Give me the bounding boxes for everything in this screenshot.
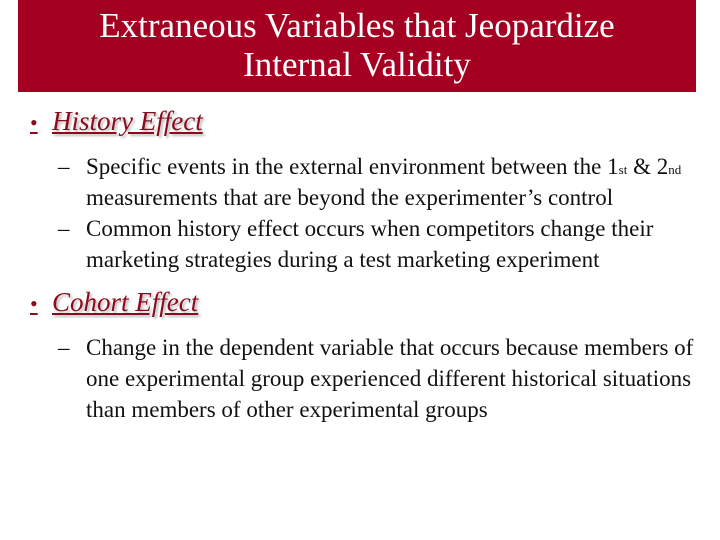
dash-icon: –: [58, 154, 70, 179]
list-item-history-1: [30, 151, 700, 213]
list-item-cohort-1: [30, 332, 700, 425]
list-item-text: Change in the dependent variable that occurs because members of one experimental group experienced different historical situations than members of other experimental groups: [86, 335, 694, 422]
bullet-icon: •: [30, 291, 38, 316]
list-item-text: & 2: [627, 154, 669, 179]
ordinal-suffix: st: [618, 162, 628, 177]
list-item-text: measurements that are beyond the experimenter’s control: [86, 185, 614, 210]
slide-title-line-1: Extraneous Variables that Jeopardize: [99, 6, 615, 45]
slide-title: [18, 0, 696, 92]
section-heading-label: History Effect: [52, 106, 203, 136]
section-heading-history-effect: [30, 106, 700, 137]
bullet-icon: •: [30, 110, 38, 135]
section-heading-cohort-effect: [30, 287, 700, 318]
dash-icon: –: [58, 216, 70, 241]
list-item-history-2: [30, 213, 700, 275]
section-heading-label: Cohort Effect: [52, 287, 199, 317]
slide-title-line-2: Internal Validity: [243, 45, 471, 84]
list-item-text: Specific events in the external environment between the 1: [86, 154, 619, 179]
dash-icon: –: [58, 335, 70, 360]
ordinal-suffix: nd: [668, 162, 682, 177]
list-item-text: Common history effect occurs when competitors change their marketing strategies during a test marketing experiment: [86, 216, 654, 272]
slide-content: [30, 106, 700, 425]
